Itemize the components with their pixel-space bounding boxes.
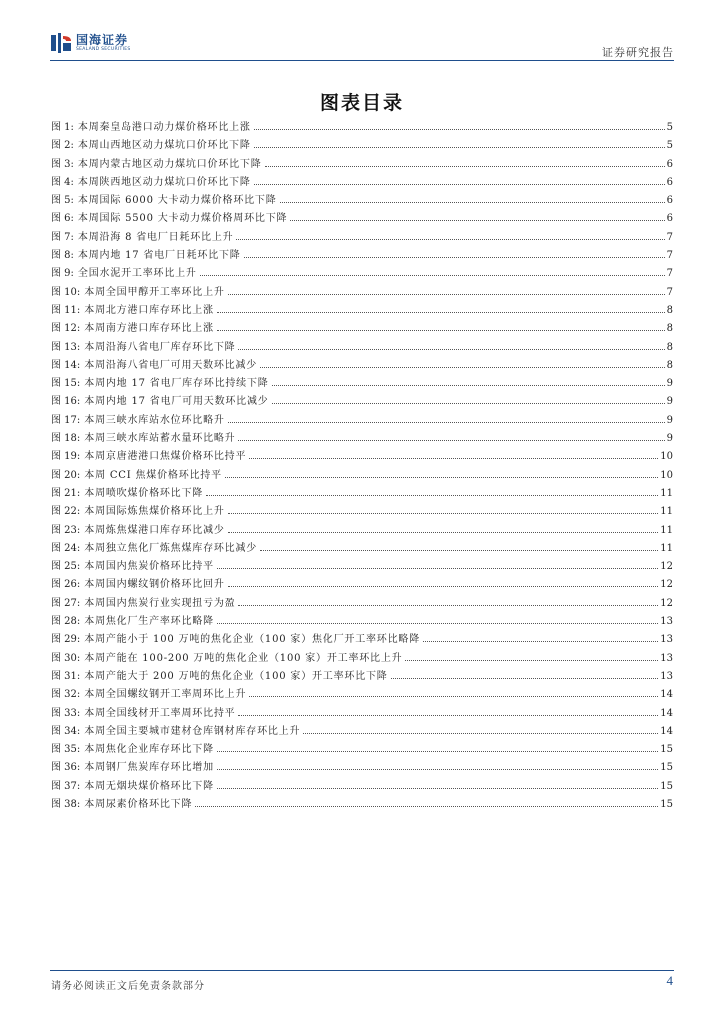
dot-leader [200,275,665,276]
figure-page-number: 13 [660,652,673,664]
figure-page-number: 9 [666,433,673,445]
dot-leader [217,623,658,624]
figure-title: 本周产能大于 200 万吨的焦化企业（100 家）开工率环比下降 [84,670,388,682]
toc-entry[interactable] [51,283,673,301]
figure-title: 本周产能在 100-200 万吨的焦化企业（100 家）开工率环比上升 [84,652,403,664]
figure-page-number: 12 [660,561,673,573]
figure-label: 图 38: [51,798,81,810]
figure-title: 本周焦化企业库存环比下降 [84,744,214,756]
dot-leader [195,806,658,807]
toc-entry[interactable] [51,356,673,374]
figure-title: 本周焦化厂生产率环比略降 [84,616,214,628]
toc-entry[interactable] [51,429,673,447]
figure-label: 图 2: [51,140,74,152]
figure-page-number: 7 [666,250,673,262]
page-number: 4 [666,973,673,988]
dot-leader [254,129,665,130]
toc-entry[interactable] [51,209,673,227]
figure-page-number: 8 [666,323,673,335]
footer-disclaimer: 请务必阅读正文后免责条款部分 [51,981,205,992]
figure-label: 图 19: [51,451,81,463]
dot-leader [228,513,659,514]
figure-page-number: 14 [660,707,673,719]
toc-entry[interactable] [51,667,673,685]
dot-leader [254,184,665,185]
figure-label: 图 4: [51,176,74,188]
figure-page-number: 8 [666,304,673,316]
figure-label: 图 36: [51,762,81,774]
toc-entry[interactable] [51,630,673,648]
figure-title: 本周秦皇岛港口动力煤价格环比上涨 [77,122,251,133]
figure-title: 本周产能小于 100 万吨的焦化企业（100 家）焦化厂开工率环比略降 [84,634,420,646]
toc-entry[interactable] [51,502,673,520]
toc-entry[interactable] [51,795,673,813]
toc-entry[interactable] [51,484,673,502]
figure-title: 本周南方港口库存环比上涨 [84,323,214,335]
figure-page-number: 13 [660,670,673,682]
figure-label: 图 23: [51,524,81,536]
figure-title: 本周北方港口库存环比上涨 [84,304,214,316]
figure-title: 全国水泥开工率环比上升 [77,268,197,280]
toc-entry[interactable] [51,649,673,667]
figure-page-number: 11 [660,487,673,499]
toc-entry[interactable] [51,521,673,539]
figure-title: 本周国内焦炭价格环比持平 [84,561,214,573]
figure-page-number: 9 [666,414,673,426]
figure-label: 图 35: [51,744,81,756]
dot-leader [217,769,658,770]
figure-page-number: 11 [660,506,673,518]
toc-entry[interactable] [51,557,673,575]
figure-page-number: 6 [666,213,673,225]
figure-label: 图 14: [51,359,81,371]
dot-leader [217,568,658,569]
figure-label: 图 11: [51,304,81,316]
dot-leader [206,495,658,496]
dot-leader [228,532,659,533]
figure-label: 图 3: [51,158,74,170]
dot-leader [290,220,664,221]
figure-page-number: 7 [666,286,673,298]
figure-label: 图 24: [51,542,81,554]
figure-title: 本周无烟块煤价格环比下降 [84,780,214,792]
dot-leader [238,605,658,606]
toc-entry[interactable] [51,758,673,776]
figure-title: 本周内地 17 省电厂可用天数环比减少 [84,396,269,408]
toc-entry[interactable] [51,740,673,758]
figure-label: 图 28: [51,616,81,628]
toc-entry[interactable] [51,466,673,484]
figure-page-number: 6 [666,195,673,207]
figure-page-number: 6 [666,176,673,188]
figure-title: 本周三峡水库站蓄水量环比略升 [84,433,236,445]
figure-label: 图 20: [51,469,81,481]
toc-entry[interactable] [51,594,673,612]
toc-entry[interactable] [51,411,673,429]
figure-title: 本周内蒙古地区动力煤坑口价环比下降 [77,158,262,170]
figure-title: 本周全国主要城市建材仓库钢材库存环比上升 [84,725,301,737]
figure-page-number: 15 [660,744,673,756]
dot-leader [236,239,664,240]
figure-label: 图 32: [51,689,81,701]
figure-label: 图 1: [51,122,74,133]
figure-label: 图 6: [51,213,74,225]
header-divider [50,60,674,61]
figure-title: 本周国际 6000 大卡动力煤价格环比下降 [77,195,277,207]
figure-label: 图 37: [51,780,81,792]
figure-label: 图 26: [51,579,81,591]
figure-title: 本周沿海 8 省电厂日耗环比上升 [77,231,234,243]
figure-page-number: 10 [660,469,673,481]
figure-label: 图 33: [51,707,81,719]
dot-leader [217,788,658,789]
dot-leader [260,550,658,551]
dot-leader [254,147,665,148]
figure-label: 图 30: [51,652,81,664]
figure-label: 图 18: [51,433,81,445]
dot-leader [249,458,658,459]
figure-page-number: 8 [666,359,673,371]
figure-page-number: 7 [666,231,673,243]
toc-entry[interactable] [51,191,673,209]
figure-label: 图 21: [51,487,81,499]
figure-title: 本周国内螺纹钢价格环比回升 [84,579,225,591]
figure-title: 本周京唐港港口焦煤价格环比持平 [84,451,247,463]
dot-leader [238,349,664,350]
dot-leader [228,294,665,295]
figure-title: 本周国内焦炭行业实现扭亏为盈 [84,597,236,609]
toc-entry[interactable] [51,777,673,795]
toc-entry[interactable] [51,575,673,593]
figure-title: 本周全国线材开工率周环比持平 [84,707,236,719]
figure-title: 本周三峡水库站水位环比略升 [84,414,225,426]
toc-entry[interactable] [51,228,673,246]
figure-page-number: 15 [660,762,673,774]
figure-page-number: 12 [660,579,673,591]
dot-leader [423,641,658,642]
figure-title: 本周山西地区动力煤坑口价环比下降 [77,140,251,152]
dot-leader [244,257,665,258]
dot-leader [280,202,665,203]
figure-label: 图 7: [51,231,74,243]
figure-page-number: 13 [660,634,673,646]
page-header [50,28,674,60]
figure-title: 本周国际 5500 大卡动力煤价格周环比下降 [77,213,288,225]
figure-title: 本周尿素价格环比下降 [84,798,193,810]
toc-entry[interactable] [51,136,673,154]
figure-page-number: 15 [660,780,673,792]
figure-title: 本周喷吹煤价格环比下降 [84,487,204,499]
figure-title: 本周沿海八省电厂可用天数环比减少 [84,359,258,371]
toc-entry[interactable] [51,704,673,722]
figure-label: 图 27: [51,597,81,609]
figure-title: 本周陕西地区动力煤坑口价环比下降 [77,176,251,188]
toc-entry[interactable] [51,722,673,740]
logo-chinese-name: 国海证券 [76,32,129,47]
figure-title: 本周内地 17 省电厂日耗环比下降 [77,250,241,262]
figure-label: 图 15: [51,378,81,390]
figure-label: 图 10: [51,286,81,298]
figure-page-number: 11 [660,542,673,554]
toc-entry[interactable] [51,338,673,356]
logo-english-name: SEALAND SECURITIES [76,46,131,52]
figure-page-number: 9 [666,396,673,408]
dot-leader [217,312,665,313]
figure-label: 图 29: [51,634,81,646]
toc-entry[interactable] [51,264,673,282]
figure-page-number: 6 [666,158,673,170]
dot-leader [265,166,665,167]
figure-title: 本周独立焦化厂炼焦煤库存环比减少 [84,542,258,554]
report-type-label: 证券研究报告 [602,46,674,59]
toc-entry[interactable] [51,173,673,191]
figure-label: 图 13: [51,341,81,353]
toc-entry[interactable] [51,301,673,319]
dot-leader [217,751,658,752]
figure-page-number: 5 [666,140,673,152]
footer-divider [50,970,674,971]
toc-entry[interactable] [51,319,673,337]
figure-page-number: 13 [660,616,673,628]
dot-leader [228,422,665,423]
dot-leader [217,330,665,331]
figure-title: 本周炼焦煤港口库存环比减少 [84,524,225,536]
dot-leader [272,403,665,404]
dot-leader [391,678,659,679]
figure-title: 本周沿海八省电厂库存环比下降 [84,341,236,353]
figure-page-number: 5 [666,122,673,133]
figure-title: 本周全国螺纹钢开工率周环比上升 [84,689,247,701]
figure-label: 图 17: [51,414,81,426]
figure-page-number: 7 [666,268,673,280]
dot-leader [228,586,659,587]
figure-label: 图 22: [51,506,81,518]
page-title: 图表目录 [319,92,404,114]
figure-title: 本周 CCI 焦煤价格环比持平 [84,469,222,481]
toc-entry[interactable] [51,447,673,465]
figure-label: 图 8: [51,250,74,262]
figure-label: 图 5: [51,195,74,207]
figure-label: 图 12: [51,323,81,335]
sealand-logo-icon [50,32,72,54]
company-logo [50,32,131,54]
toc-entry[interactable] [51,612,673,630]
toc-entry[interactable] [51,392,673,410]
figure-page-number: 8 [666,341,673,353]
toc-entry[interactable] [51,155,673,173]
figure-title: 本周国际炼焦煤价格环比上升 [84,506,225,518]
figure-list [51,118,673,813]
figure-label: 图 34: [51,725,81,737]
dot-leader [238,440,664,441]
figure-title: 本周钢厂焦炭库存环比增加 [84,762,214,774]
dot-leader [225,477,658,478]
toc-entry[interactable] [51,118,673,136]
dot-leader [260,367,665,368]
figure-label: 图 31: [51,670,81,682]
toc-entry[interactable] [51,685,673,703]
dot-leader [303,733,658,734]
toc-entry[interactable] [51,539,673,557]
figure-page-number: 11 [660,524,673,536]
figure-page-number: 12 [660,597,673,609]
figure-page-number: 9 [666,378,673,390]
dot-leader [238,715,658,716]
figure-label: 图 25: [51,561,81,573]
dot-leader [272,385,665,386]
figure-page-number: 10 [660,451,673,463]
toc-entry[interactable] [51,246,673,264]
figure-title: 本周内地 17 省电厂库存环比持续下降 [84,378,269,390]
figure-label: 图 16: [51,396,81,408]
dot-leader [405,660,658,661]
figure-page-number: 14 [660,725,673,737]
toc-entry[interactable] [51,374,673,392]
figure-page-number: 15 [660,798,673,810]
figure-page-number: 14 [660,689,673,701]
figure-label: 图 9: [51,268,74,280]
dot-leader [249,696,658,697]
figure-title: 本周全国甲醇开工率环比上升 [84,286,225,298]
